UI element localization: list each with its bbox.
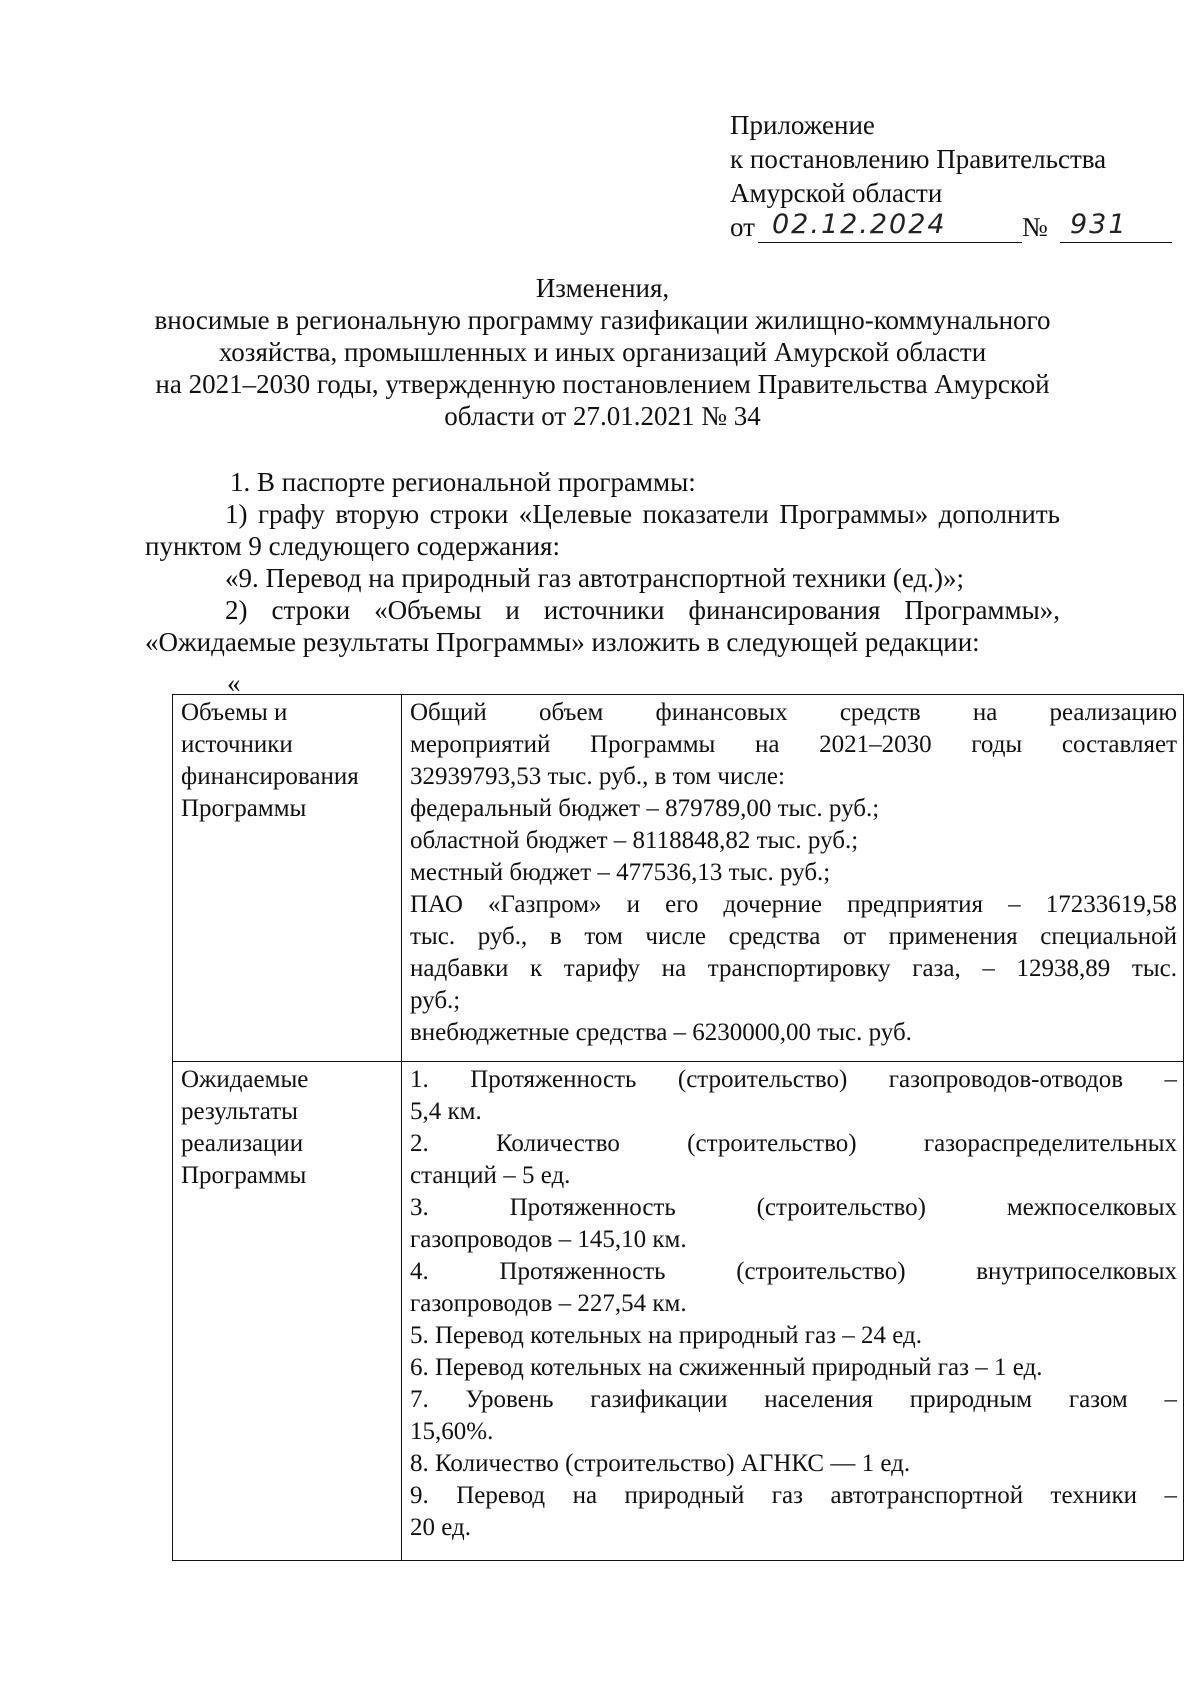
paragraph-1: 1. В паспорте региональной программы: bbox=[230, 467, 696, 497]
paragraph-3: «9. Перевод на природный газ автотранспортной техники (ед.)»; bbox=[225, 563, 965, 593]
value-line: 2. Количество (строительство) газораспределительных bbox=[410, 1129, 1177, 1157]
label-line: Объемы и bbox=[181, 699, 288, 726]
value-line: 5,4 км. bbox=[410, 1097, 482, 1125]
row-value-results bbox=[402, 1061, 1184, 1560]
value-line: 4. Протяженность (строительство) внутрипоселковых bbox=[410, 1257, 1177, 1285]
row-label-results bbox=[173, 1061, 402, 1560]
value-line: 20 ед. bbox=[410, 1513, 471, 1541]
table-row bbox=[173, 695, 1184, 1062]
value-line: областной бюджет – 8118848,82 тыс. руб.; bbox=[410, 827, 859, 854]
paragraph-2-line-2: пунктом 9 следующего содержания: bbox=[145, 531, 560, 561]
value-line: 5. Перевод котельных на природный газ – 24 ед. bbox=[410, 1321, 922, 1349]
value-line: 15,60%. bbox=[410, 1417, 494, 1445]
handwritten-date: 02.12.2024 bbox=[772, 209, 947, 240]
value-line: 6. Перевод котельных на сжиженный природный газ – 1 ед. bbox=[410, 1353, 1043, 1381]
number-field bbox=[1060, 209, 1172, 243]
label-line: источники bbox=[181, 731, 293, 758]
table-row bbox=[173, 1061, 1184, 1560]
value-line: 9. Перевод на природный газ автотранспортной техники – bbox=[410, 1481, 1177, 1509]
document-body bbox=[145, 466, 1060, 658]
number-sign: № bbox=[1022, 212, 1048, 242]
label-line: результаты bbox=[181, 1097, 298, 1125]
annex-line-resolution: к постановлению Правительства bbox=[730, 144, 1107, 174]
ot-label: от bbox=[730, 212, 755, 242]
passport-table bbox=[172, 694, 1184, 1561]
label-line: Ожидаемые bbox=[181, 1065, 309, 1093]
value-line: 3. Протяженность (строительство) межпоселковых bbox=[410, 1193, 1177, 1221]
value-line: местный бюджет – 477536,13 тыс. руб.; bbox=[410, 859, 831, 886]
paragraph-4-line-1: 2) строки «Объемы и источники финансирования Программы», bbox=[225, 595, 1060, 625]
value-line: станций – 5 ед. bbox=[410, 1161, 571, 1189]
opening-quote: « bbox=[227, 668, 241, 698]
label-line: Программы bbox=[181, 795, 307, 822]
annex-title: Приложение bbox=[730, 110, 875, 140]
value-line: Общий объем финансовых средств на реализацию bbox=[410, 699, 1177, 726]
row-value-funding bbox=[402, 695, 1184, 1062]
title-line-3: хозяйства, промышленных и иных организаций Амурской области bbox=[218, 337, 987, 367]
paragraph-2-line-1: 1) графу вторую строки «Целевые показатели Программы» дополнить bbox=[225, 499, 1060, 529]
annex-line-region: Амурской области bbox=[730, 178, 943, 208]
value-line: 7. Уровень газификации населения природным газом – bbox=[410, 1385, 1177, 1413]
value-line: тыс. руб., в том числе средства от применения специальной bbox=[410, 923, 1177, 950]
label-line: Программы bbox=[181, 1161, 307, 1189]
value-line: мероприятий Программы на 2021–2030 годы составляет bbox=[410, 731, 1177, 758]
value-line: 32939793,53 тыс. руб., в том числе: bbox=[410, 763, 785, 790]
title-line-4: на 2021–2030 годы, утвержденную постановлением Правительства Амурской bbox=[155, 369, 1050, 399]
label-line: реализации bbox=[181, 1129, 304, 1157]
value-line: внебюджетные средства – 6230000,00 тыс. руб. bbox=[410, 1019, 912, 1046]
title-line-2: вносимые в региональную программу газификации жилищно-коммунального bbox=[154, 305, 1051, 335]
value-line: ПАО «Газпром» и его дочерние предприятия – 17233619,58 bbox=[410, 891, 1177, 918]
annex-header bbox=[730, 108, 1128, 246]
row-label-funding bbox=[173, 695, 402, 1062]
date-field bbox=[758, 209, 1022, 243]
title-line-1: Изменения, bbox=[535, 273, 670, 303]
annex-date-row bbox=[730, 209, 1128, 246]
value-line: газопроводов – 227,54 км. bbox=[410, 1289, 687, 1317]
value-line: газопроводов – 145,10 км. bbox=[410, 1225, 687, 1253]
value-line: надбавки к тарифу на транспортировку газа, – 12938,89 тыс. bbox=[410, 955, 1177, 982]
value-line: 1. Протяженность (строительство) газопроводов-отводов – bbox=[410, 1065, 1177, 1093]
title-line-5: области от 27.01.2021 № 34 bbox=[444, 401, 761, 431]
label-line: финансирования bbox=[181, 763, 359, 790]
handwritten-number: 931 bbox=[1070, 209, 1128, 240]
document-title bbox=[150, 272, 1055, 432]
value-line: руб.; bbox=[410, 987, 461, 1014]
value-line: федеральный бюджет – 879789,00 тыс. руб.; bbox=[410, 795, 880, 822]
paragraph-4-line-2: «Ожидаемые результаты Программы» изложить в следующей редакции: bbox=[145, 627, 980, 657]
value-line: 8. Количество (строительство) АГНКС –– 1 ед. bbox=[410, 1449, 911, 1477]
